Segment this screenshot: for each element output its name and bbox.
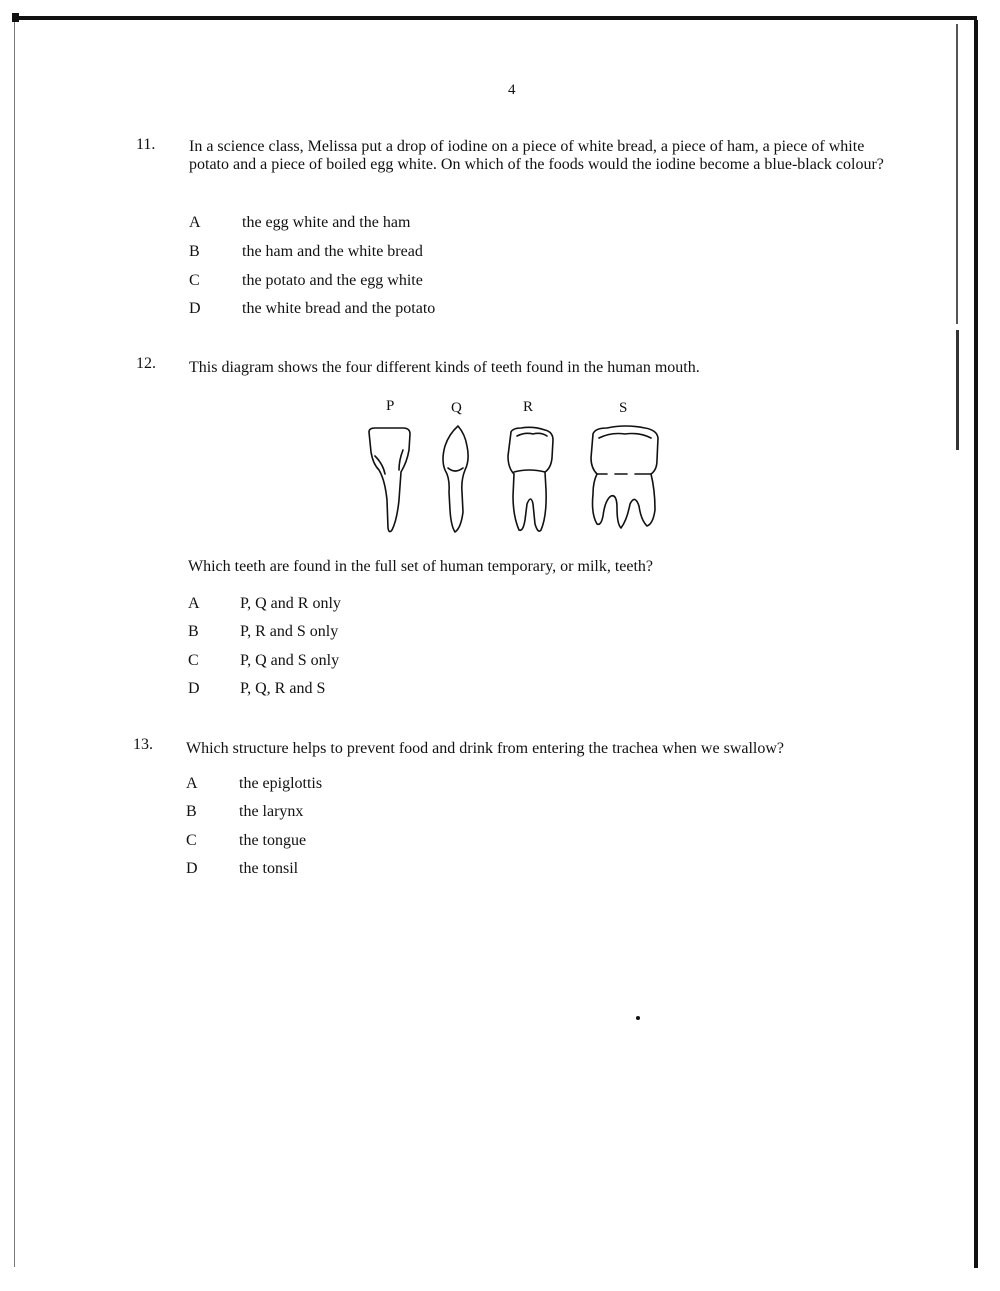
question-text: In a science class, Melissa put a drop of iodine on a piece of white bread, a piece of ham, a piece of white potato and a piece of boiled egg white. On which of the foods would the iodine become a blue-black colour? [189, 138, 884, 173]
option-letter: B [186, 803, 197, 820]
option-letter: A [188, 595, 200, 612]
option-letter: A [189, 214, 201, 231]
molar-tooth-s [591, 426, 658, 528]
option-letter: C [188, 652, 199, 669]
question-text: Which structure helps to prevent food and drink from entering the trachea when we swallow? [186, 740, 785, 757]
tooth-label-s: S [619, 400, 628, 416]
question-number: 12. [136, 355, 156, 372]
option-text: the larynx [239, 803, 304, 820]
option-text: the tongue [239, 832, 307, 849]
option-text: the ham and the white bread [242, 243, 423, 260]
option-text: P, Q, R and S [240, 680, 326, 697]
stray-dot [636, 1016, 640, 1020]
premolar-tooth-r [508, 427, 553, 531]
page-number: 4 [508, 82, 516, 98]
option-letter: A [186, 775, 198, 792]
teeth-diagram [355, 420, 675, 540]
option-text: P, Q and S only [240, 652, 340, 669]
option-letter: C [186, 832, 197, 849]
incisor-tooth-p [369, 428, 410, 532]
question-text: This diagram shows the four different kinds of teeth found in the human mouth. [189, 359, 700, 376]
right-border-line [974, 20, 978, 1268]
top-border-line [12, 16, 977, 20]
option-letter: D [188, 680, 200, 697]
option-letter: D [189, 300, 201, 317]
option-letter: D [186, 860, 198, 877]
right-scan-line [956, 24, 958, 324]
option-text: the epiglottis [239, 775, 323, 792]
option-text: P, Q and R only [240, 595, 341, 612]
tooth-label-q: Q [451, 400, 462, 416]
question-followup: Which teeth are found in the full set of human temporary, or milk, teeth? [188, 558, 654, 575]
canine-tooth-q [443, 426, 468, 532]
question-number: 11. [136, 136, 156, 153]
tooth-label-r: R [523, 399, 534, 415]
question-number: 13. [133, 736, 153, 753]
right-scan-line-2 [956, 330, 959, 450]
option-text: the potato and the egg white [242, 272, 423, 289]
left-border-line [14, 22, 15, 1267]
option-letter: C [189, 272, 200, 289]
option-letter: B [188, 623, 199, 640]
option-text: the egg white and the ham [242, 214, 411, 231]
option-text: the tonsil [239, 860, 299, 877]
option-letter: B [189, 243, 200, 260]
tooth-label-p: P [386, 398, 395, 414]
option-text: the white bread and the potato [242, 300, 436, 317]
option-text: P, R and S only [240, 623, 339, 640]
